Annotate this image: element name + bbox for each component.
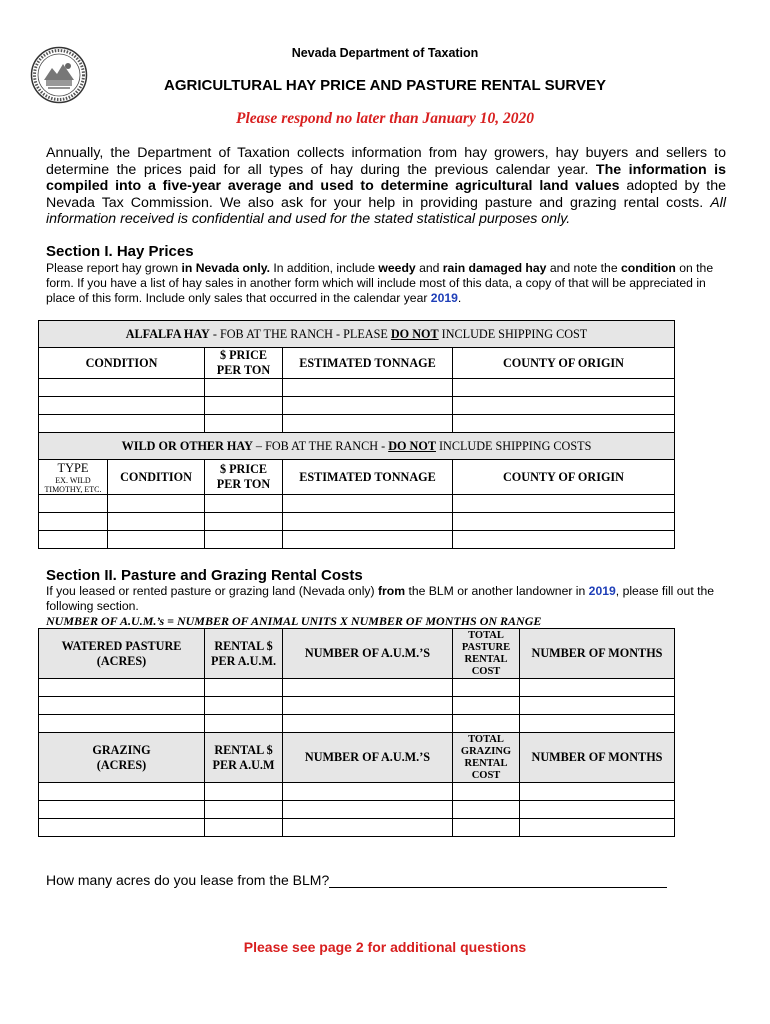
wild-col-condition: CONDITION: [108, 460, 205, 495]
input-cell[interactable]: [39, 783, 205, 801]
input-cell[interactable]: [39, 397, 205, 415]
table-row: [39, 415, 675, 433]
alfalfa-banner: ALFALFA HAY - FOB AT THE RANCH - PLEASE DO NOT INCLUDE SHIPPING COST: [39, 321, 675, 348]
blm-acres-question: How many acres do you lease from the BLM?: [46, 872, 667, 888]
pasture-col-total: TOTAL PASTURE RENTAL COST: [453, 629, 520, 679]
grazing-col-acres: GRAZING (ACRES): [39, 733, 205, 783]
input-cell[interactable]: [205, 679, 283, 697]
alfalfa-col-county: COUNTY OF ORIGIN: [453, 348, 675, 379]
table-row: [39, 697, 675, 715]
input-cell[interactable]: [453, 715, 520, 733]
input-cell[interactable]: [283, 783, 453, 801]
table-row: [39, 379, 675, 397]
input-cell[interactable]: [108, 531, 205, 549]
input-cell[interactable]: [205, 415, 283, 433]
input-cell[interactable]: [453, 531, 675, 549]
pasture-col-months: NUMBER OF MONTHS: [520, 629, 675, 679]
input-cell[interactable]: [39, 495, 108, 513]
input-cell[interactable]: [39, 513, 108, 531]
table-row: [39, 679, 675, 697]
section1-instructions: Please report hay grown in Nevada only. In addition, include weedy and rain damaged hay and note the condition on the form. If you have a list of hay sales in another form which will include most of this data, a copy of that will be appreciated in place of this form. Include only sales that occurred in the calendar year 2019.: [46, 261, 714, 305]
input-cell[interactable]: [283, 801, 453, 819]
input-cell[interactable]: [283, 679, 453, 697]
input-cell[interactable]: [205, 495, 283, 513]
input-cell[interactable]: [520, 679, 675, 697]
pasture-col-rental: RENTAL $ PER A.U.M.: [205, 629, 283, 679]
aum-formula: NUMBER OF A.U.M.’s = NUMBER OF ANIMAL UNITS X NUMBER OF MONTHS ON RANGE: [46, 614, 542, 628]
table-row: [39, 513, 675, 531]
page2-notice: Please see page 2 for additional questions: [243, 939, 527, 955]
wild-col-type: TYPE EX. WILD TIMOTHY, ETC.: [39, 460, 108, 495]
section2-heading: Section II. Pasture and Grazing Rental Costs: [46, 567, 363, 584]
blm-acres-field[interactable]: [329, 873, 667, 888]
input-cell[interactable]: [39, 531, 108, 549]
input-cell[interactable]: [283, 531, 453, 549]
input-cell[interactable]: [520, 715, 675, 733]
input-cell[interactable]: [39, 697, 205, 715]
input-cell[interactable]: [108, 495, 205, 513]
input-cell[interactable]: [283, 697, 453, 715]
input-cell[interactable]: [453, 415, 675, 433]
grazing-col-total: TOTAL GRAZING RENTAL COST: [453, 733, 520, 783]
input-cell[interactable]: [283, 415, 453, 433]
input-cell[interactable]: [520, 697, 675, 715]
input-cell[interactable]: [520, 819, 675, 837]
deadline-notice: Please respond no later than January 10, 2020: [236, 110, 534, 127]
wild-col-county: COUNTY OF ORIGIN: [453, 460, 675, 495]
grazing-col-aums: NUMBER OF A.U.M.’S: [283, 733, 453, 783]
input-cell[interactable]: [453, 679, 520, 697]
section1-heading: Section I. Hay Prices: [46, 243, 194, 260]
input-cell[interactable]: [205, 513, 283, 531]
input-cell[interactable]: [453, 801, 520, 819]
wild-banner: WILD OR OTHER HAY – FOB AT THE RANCH - DO NOT INCLUDE SHIPPING COSTS: [39, 433, 675, 460]
input-cell[interactable]: [453, 513, 675, 531]
input-cell[interactable]: [39, 379, 205, 397]
input-cell[interactable]: [205, 819, 283, 837]
input-cell[interactable]: [205, 379, 283, 397]
input-cell[interactable]: [283, 715, 453, 733]
input-cell[interactable]: [453, 819, 520, 837]
table-row: [39, 495, 675, 513]
input-cell[interactable]: [453, 697, 520, 715]
input-cell[interactable]: [205, 783, 283, 801]
input-cell[interactable]: [283, 513, 453, 531]
table-row: [39, 819, 675, 837]
input-cell[interactable]: [39, 801, 205, 819]
intro-paragraph: Annually, the Department of Taxation collects information from hay growers, hay buyers and sellers to determine the prices paid for all types of hay during the previous calendar year. The information is compiled into a five-year average and used to determine agricultural land values adopted by the Nevada Tax Commission. We also ask for your help in providing pasture and grazing rental costs. All information received is confidential and used for the stated statistical purposes only.: [46, 145, 726, 228]
pasture-col-acres: WATERED PASTURE (ACRES): [39, 629, 205, 679]
table-row: [39, 531, 675, 549]
pasture-rental-table: [38, 628, 675, 837]
input-cell[interactable]: [39, 715, 205, 733]
wild-col-tonnage: ESTIMATED TONNAGE: [283, 460, 453, 495]
input-cell[interactable]: [520, 783, 675, 801]
input-cell[interactable]: [205, 397, 283, 415]
input-cell[interactable]: [283, 819, 453, 837]
input-cell[interactable]: [453, 379, 675, 397]
alfalfa-col-price: $ PRICE PER TON: [205, 348, 283, 379]
alfalfa-col-tonnage: ESTIMATED TONNAGE: [283, 348, 453, 379]
section2-instructions: If you leased or rented pasture or grazing land (Nevada only) from the BLM or another landowner in 2019, please fill out the following section.: [46, 584, 715, 613]
input-cell[interactable]: [283, 379, 453, 397]
input-cell[interactable]: [205, 801, 283, 819]
input-cell[interactable]: [39, 415, 205, 433]
table-row: [39, 397, 675, 415]
input-cell[interactable]: [520, 801, 675, 819]
wild-col-price: $ PRICE PER TON: [205, 460, 283, 495]
input-cell[interactable]: [205, 715, 283, 733]
grazing-col-months: NUMBER OF MONTHS: [520, 733, 675, 783]
alfalfa-col-condition: CONDITION: [39, 348, 205, 379]
pasture-col-aums: NUMBER OF A.U.M.’S: [283, 629, 453, 679]
input-cell[interactable]: [453, 397, 675, 415]
input-cell[interactable]: [453, 783, 520, 801]
table-row: [39, 783, 675, 801]
input-cell[interactable]: [39, 819, 205, 837]
grazing-col-rental: RENTAL $ PER A.U.M: [205, 733, 283, 783]
table-row: [39, 715, 675, 733]
agency-name: Nevada Department of Taxation: [291, 46, 479, 60]
input-cell[interactable]: [205, 531, 283, 549]
table-row: [39, 801, 675, 819]
hay-price-table: [38, 320, 675, 549]
input-cell[interactable]: [39, 679, 205, 697]
input-cell[interactable]: [205, 697, 283, 715]
input-cell[interactable]: [108, 513, 205, 531]
input-cell[interactable]: [283, 495, 453, 513]
survey-title: AGRICULTURAL HAY PRICE AND PASTURE RENTAL SURVEY: [164, 77, 606, 94]
input-cell[interactable]: [283, 397, 453, 415]
input-cell[interactable]: [453, 495, 675, 513]
